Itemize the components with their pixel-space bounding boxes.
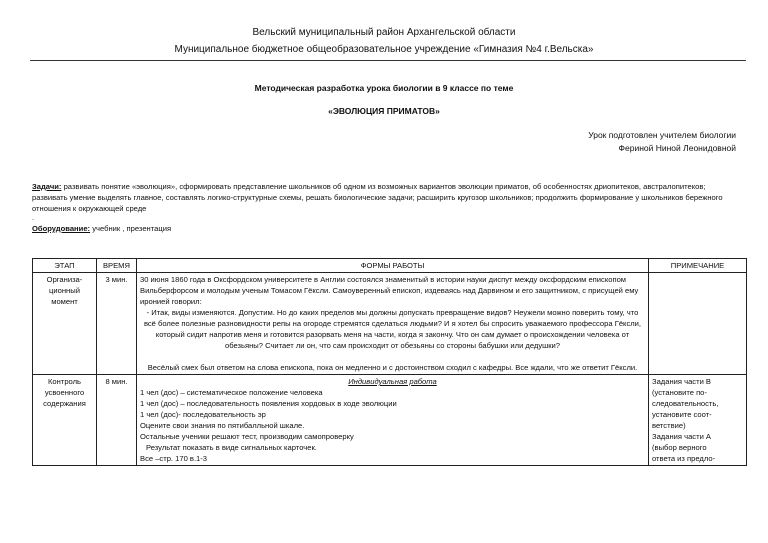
forms-line: Остальные ученики решают тест, производим самопроверку (140, 432, 354, 441)
forms-paragraph: - Итак, виды изменяются. Допустим. Но до каких пределов мы должны допускать превращение видов? Неужели можно поверить тому, что всё более полезные разновидности репы на огороде стремятся сделаться людьми? И я хотел бы спросить уважаемого профессора Гёксли, который сидит напротив меня и готовится разорвать меня на части, когда я закончу. Что он сам думает о происхождении человека от обезьяны? Считает ли он, что сам происходит от обезьяны со стороны бабушки или дедушки? (143, 308, 642, 350)
equipment-line (32, 224, 171, 233)
forms-cell (137, 375, 649, 466)
stage-line: содержания (43, 399, 86, 408)
stage-cell (33, 273, 97, 375)
stage-line: момент (51, 297, 78, 306)
forms-line: 1 чел (дос) – систематическое положение человека (140, 388, 323, 397)
stray-dot: . (32, 213, 35, 222)
note-line: Задания части В (652, 377, 711, 386)
district-header: Вельский муниципальный район Архангельской области (252, 27, 516, 38)
school-header: Муниципальное бюджетное общеобразовательное учреждение «Гимназия №4 г.Вельска» (174, 44, 594, 55)
stage-line: усвоенного (44, 388, 85, 397)
equipment-label: Оборудование: (32, 224, 91, 233)
paragraph-gap (140, 351, 645, 362)
header-forms: ФОРМЫ РАБОТЫ (137, 259, 649, 273)
lesson-plan-table (32, 258, 747, 466)
note-line: следовательность, (652, 399, 719, 408)
tasks-text: развивать понятие «эволюция», сформировать представление школьников об одном из возможных вариантов эволюции приматов, об особенностях дриопитеков, австралопитеков; развивать умение выделять главное, составлять логико-структурные схемы, решать биологические задачи; расширить кругозор школьников; продолжить формирование у школьников бережного отношения к окружающей среде (32, 182, 723, 213)
table-row (33, 273, 747, 375)
lesson-topic: «ЭВОЛЮЦИЯ ПРИМАТОВ» (328, 106, 440, 116)
time-cell: 8 мин. (97, 375, 137, 466)
forms-heading: Индивидуальная работа (348, 377, 437, 386)
note-line: (установите по- (652, 388, 707, 397)
note-cell (649, 273, 747, 375)
stage-line: ционный (49, 286, 80, 295)
forms-paragraph: Весёлый смех был ответом на слова епископа, пока он медленно и с достоинством сходил с кафедры. Все ждали, что же ответит Гёксли. (147, 363, 638, 372)
forms-paragraph: 30 июня 1860 года в Оксфордском университете в Англии состоялся знаменитый в истории науки диспут между оксфордским епископом Вильберфорсом и молодым ученым Томасом Гёксли. Самоуверенный епископ, издеваясь над Дарвином и его защитником, с присущей ему иронией говорил: (140, 275, 639, 306)
forms-line: Результат показать в виде сигнальных карточек. (146, 443, 317, 452)
header-stage: ЭТАП (33, 259, 97, 273)
tasks-label: Задачи: (32, 182, 62, 191)
document-title: Методическая разработка урока биологии в 9 классе по теме (254, 83, 514, 93)
note-line: Задания части А (652, 432, 711, 441)
header-rule (30, 60, 746, 61)
equipment-text: учебник , презентация (92, 224, 172, 233)
note-line: ветствие) (652, 421, 686, 430)
forms-line: 1 чел (дос)- последовательность эр (140, 410, 266, 419)
note-line: установите соот- (652, 410, 712, 419)
time-cell: 3 мин. (97, 273, 137, 375)
stage-line: Контроль (48, 377, 81, 386)
stage-line: Организа- (46, 275, 83, 284)
note-line: (выбор верного (652, 443, 707, 452)
forms-line: Все –стр. 170 в.1-3 (140, 454, 208, 463)
author-block (588, 129, 736, 155)
stage-cell (33, 375, 97, 466)
forms-line: 1 чел (дос) – последовательность появления хордовых в ходе эволюции (140, 399, 397, 408)
author-line-2: Фериной Ниной Леонидовной (618, 143, 736, 153)
author-line-1: Урок подготовлен учителем биологии (588, 130, 736, 140)
forms-line: Оцените свои знания по пятибалльной шкале. (140, 421, 305, 430)
tasks-paragraph (32, 181, 742, 214)
note-line: ответа из предло- (652, 454, 716, 463)
table-header-row (33, 259, 747, 273)
table-row (33, 375, 747, 466)
header-note: ПРИМЕЧАНИЕ (649, 259, 747, 273)
note-cell (649, 375, 747, 466)
forms-cell (137, 273, 649, 375)
header-time: ВРЕМЯ (97, 259, 137, 273)
